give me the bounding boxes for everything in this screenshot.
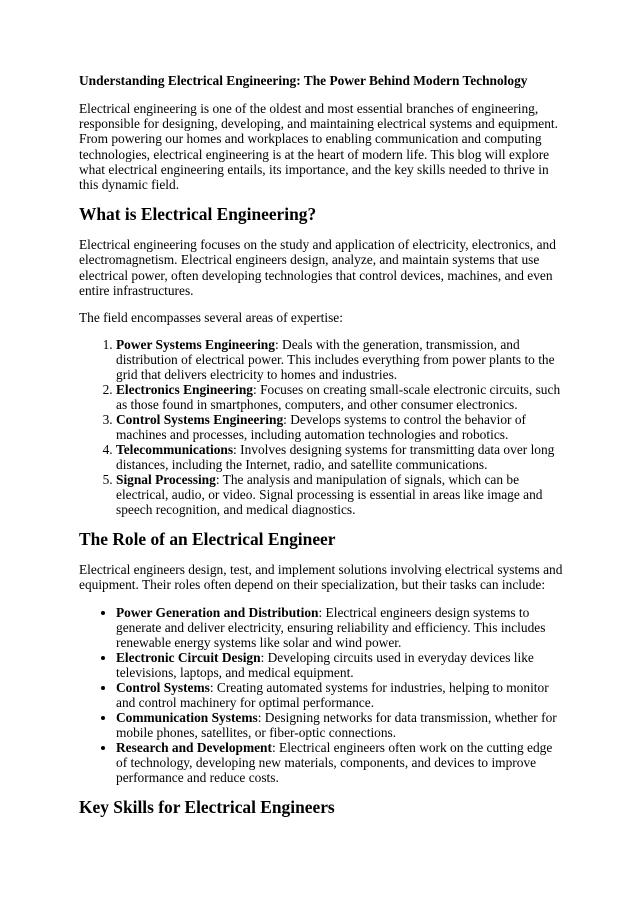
list-item-term: Control Systems bbox=[116, 679, 210, 695]
section-heading-role: The Role of an Electrical Engineer bbox=[79, 529, 336, 550]
list-item-text: : Designing networks for data transmission, whether for mobile phones, satellites, or fiber-optic connections. bbox=[116, 709, 557, 740]
list-item-text: : The analysis and manipulation of signals, which can be electrical, audio, or video. Signal processing is essential in areas like image and speech recognition, and medical diagnostics. bbox=[116, 472, 543, 518]
section1-paragraph-1: Electrical engineering focuses on the study and application of electricity, electronics, and electromagnetism. Electrical engineers design, analyze, and maintain systems that use electrical power, often developing technologies that control devices, machines, and even entire infrastructures. bbox=[79, 237, 556, 298]
list-item-text: : Electrical engineers often work on the cutting edge of technology, developing new materials, components, and devices to improve performance and reduce costs. bbox=[116, 739, 553, 785]
list-item-text: : Developing circuits used in everyday devices like televisions, laptops, and medical equipment. bbox=[116, 649, 534, 680]
section1-paragraph-2: The field encompasses several areas of expertise: bbox=[79, 310, 343, 326]
section2-paragraph-1: Electrical engineers design, test, and implement solutions involving electrical systems and equipment. Their roles often depend on their specialization, but their tasks can include: bbox=[79, 562, 563, 593]
list-item-term: Power Systems Engineering bbox=[116, 337, 275, 353]
document-title: Understanding Electrical Engineering: The Power Behind Modern Technology bbox=[79, 73, 528, 88]
list-item-text: : Develops systems to control the behavior of machines and processes, including automation technologies and robotics. bbox=[116, 412, 526, 443]
list-item bbox=[116, 472, 565, 517]
list-item bbox=[116, 740, 565, 785]
areas-of-expertise-list bbox=[79, 337, 565, 517]
list-item-term: Power Generation and Distribution bbox=[116, 604, 319, 620]
list-item-text: : Focuses on creating small-scale electronic circuits, such as those found in smartphones, computers, and other consumer electronics. bbox=[116, 382, 561, 413]
list-item bbox=[116, 337, 565, 382]
list-item-text: : Electrical engineers design systems to generate and deliver electricity, ensuring reliability and efficiency. This includes renewable energy systems like solar and wind power. bbox=[116, 604, 546, 650]
list-item-text: : Involves designing systems for transmitting data over long distances, including the Internet, radio, and satellite communications. bbox=[116, 442, 555, 473]
list-item-term: Control Systems Engineering bbox=[116, 412, 284, 428]
list-item-term: Communication Systems bbox=[116, 709, 258, 725]
list-item-term: Research and Development bbox=[116, 739, 272, 755]
intro-paragraph: Electrical engineering is one of the oldest and most essential branches of engineering, responsible for designing, developing, and maintaining electrical systems and equipment. From powering our homes and workplaces to enabling communication and computing technologies, electrical engineering is at the heart of modern life. This blog will explore what electrical engineering entails, its importance, and the key skills needed to thrive in this dynamic field. bbox=[79, 101, 558, 193]
list-item-term: Signal Processing bbox=[116, 472, 216, 488]
section-heading-key-skills: Key Skills for Electrical Engineers bbox=[79, 796, 335, 817]
list-item bbox=[116, 710, 565, 740]
document-page bbox=[79, 72, 565, 818]
list-item-term: Electronic Circuit Design bbox=[116, 649, 261, 665]
list-item-text: : Deals with the generation, transmission, and distribution of electrical power. This includes everything from power plants to the grid that delivers electricity to homes and industries. bbox=[116, 337, 555, 383]
list-item-term: Telecommunications bbox=[116, 442, 234, 458]
list-item bbox=[116, 442, 565, 472]
list-item-term: Electronics Engineering bbox=[116, 382, 253, 398]
list-item bbox=[116, 650, 565, 680]
list-item bbox=[116, 412, 565, 442]
list-item bbox=[116, 605, 565, 650]
list-item bbox=[116, 680, 565, 710]
list-item-text: : Creating automated systems for industries, helping to monitor and control machinery for optimal performance. bbox=[116, 679, 549, 710]
list-item bbox=[116, 382, 565, 412]
engineer-tasks-list bbox=[79, 605, 565, 785]
section-heading-what-is: What is Electrical Engineering? bbox=[79, 204, 317, 225]
